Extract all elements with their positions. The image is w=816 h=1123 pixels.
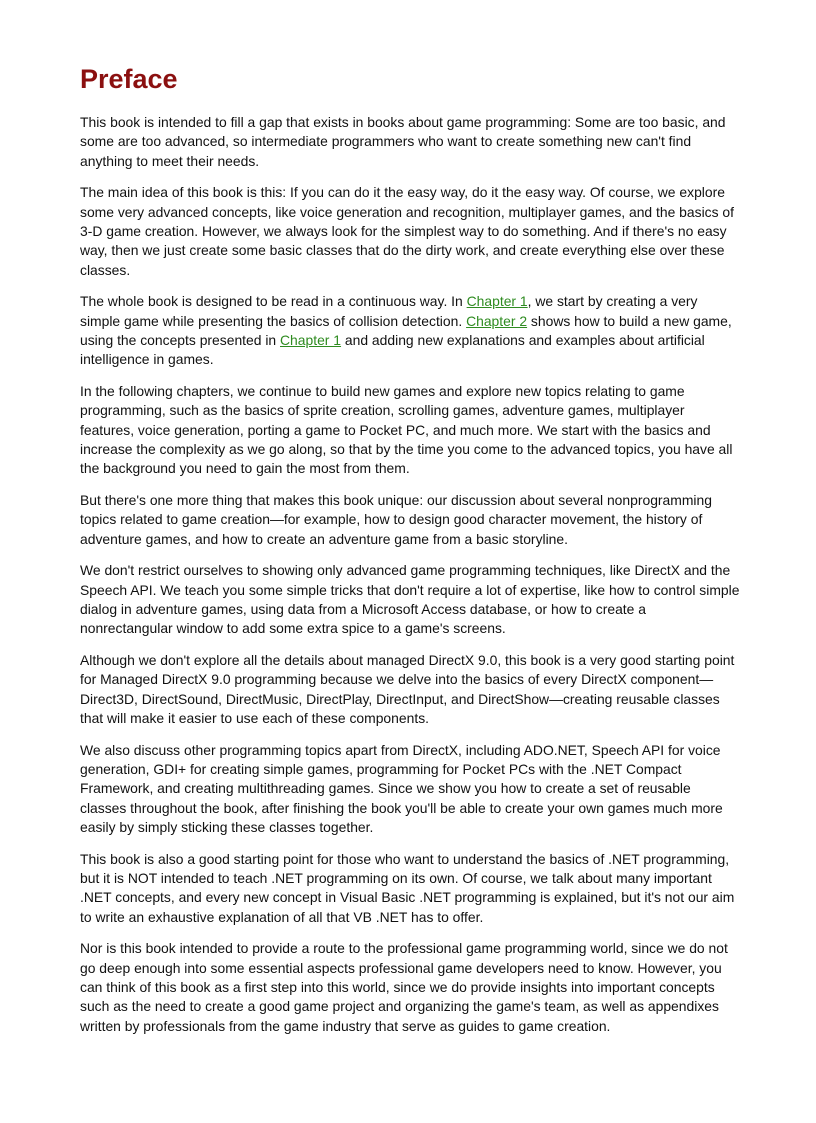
paragraph-2: The main idea of this book is this: If you can do it the easy way, do it the easy way. Of course, we explore some very advanced concepts, like voice generation and recognition, multiplayer games, and the basics of 3-D game creation. However, we always look for the simplest way to do something. And if there's no easy way, then we just create some basic classes that do the dirty work, and create everything else over these classes. [80,184,734,278]
document-page [80,62,740,1048]
paragraph-3-text-4: and adding new explanations and examples about artificial intelligence in games. [80,331,705,368]
paragraph-3-text-3: shows how to build a new game, using the concepts presented in [80,312,732,348]
paragraph-6: We don't restrict ourselves to showing only advanced game programming techniques, like DirectX and the Speech API. We teach you some simple tricks that don't require a lot of expertise, like how to control simple dialog in adventure games, using data from a Microsoft Access database, or how to create a nonrectangular window to add some extra spice to a game's screens. [80,562,740,637]
paragraph-1: This book is intended to fill a gap that exists in books about game programming: Some are too basic, and some are too advanced, so intermediate programmers who want to create something new can't find anything to meet their needs. [80,114,726,169]
paragraph-10: Nor is this book intended to provide a route to the professional game programming world, since we do not go deep enough into some essential aspects professional game developers need to know. However, you can think of this book as a first step into this world, since we do provide insights into important concepts such as the need to create a good game project and organizing the game's team, as well as appendixes written by professionals from the game industry that serve as guides to game creation. [80,940,728,1034]
paragraph-3-text-1: The whole book is designed to be read in a continuous way. In [80,293,467,310]
paragraph-3 [80,292,740,369]
chapter-2-link[interactable]: Chapter 2 [466,312,528,329]
paragraph-7: Although we don't explore all the details about managed DirectX 9.0, this book is a very good starting point for Managed DirectX 9.0 programming because we delve into the basics of every DirectX component—Direct3D, DirectSound, DirectMusic, DirectPlay, DirectInput, and DirectShow—creating reusable classes that will make it easier to use each of these components. [80,652,735,727]
paragraph-9: This book is also a good starting point for those who want to understand the basics of .NET programming, but it is NOT intended to teach .NET programming on its own. Of course, we talk about many important .NET concepts, and every new concept in Visual Basic .NET programming is explained, but it's not our aim to write an exhaustive explanation of all that VB .NET has to offer. [80,850,735,925]
paragraph-8: We also discuss other programming topics apart from DirectX, including ADO.NET, Speech API for voice generation, GDI+ for creating simple games, programming for Pocket PCs with the .NET Compact Framework, and creating multithreading games. Since we show you how to create a set of reusable classes throughout the book, after finishing the book you'll be able to create your own games much more easily by simply sticking these classes together. [80,741,723,835]
chapter-1-link[interactable]: Chapter 1 [466,293,528,310]
chapter-1-link-second[interactable]: Chapter 1 [280,331,342,348]
paragraph-4: In the following chapters, we continue to build new games and explore new topics relating to game programming, such as the basics of sprite creation, scrolling games, adventure games, multiplayer features, voice generation, porting a game to Pocket PC, and much more. We start with the basics and increase the complexity as we go along, so that by the time you come to the advanced topics, you have all the background you need to gain the most from them. [80,383,733,477]
paragraph-5: But there's one more thing that makes this book unique: our discussion about several nonprogramming topics related to game creation—for example, how to design good character movement, the history of adventure games, and how to create an adventure game from a basic storyline. [80,492,712,547]
paragraph-3-text-2: , we start by creating a very simple game while presenting the basics of collision detection. [80,293,698,329]
page-title: Preface [80,64,178,94]
